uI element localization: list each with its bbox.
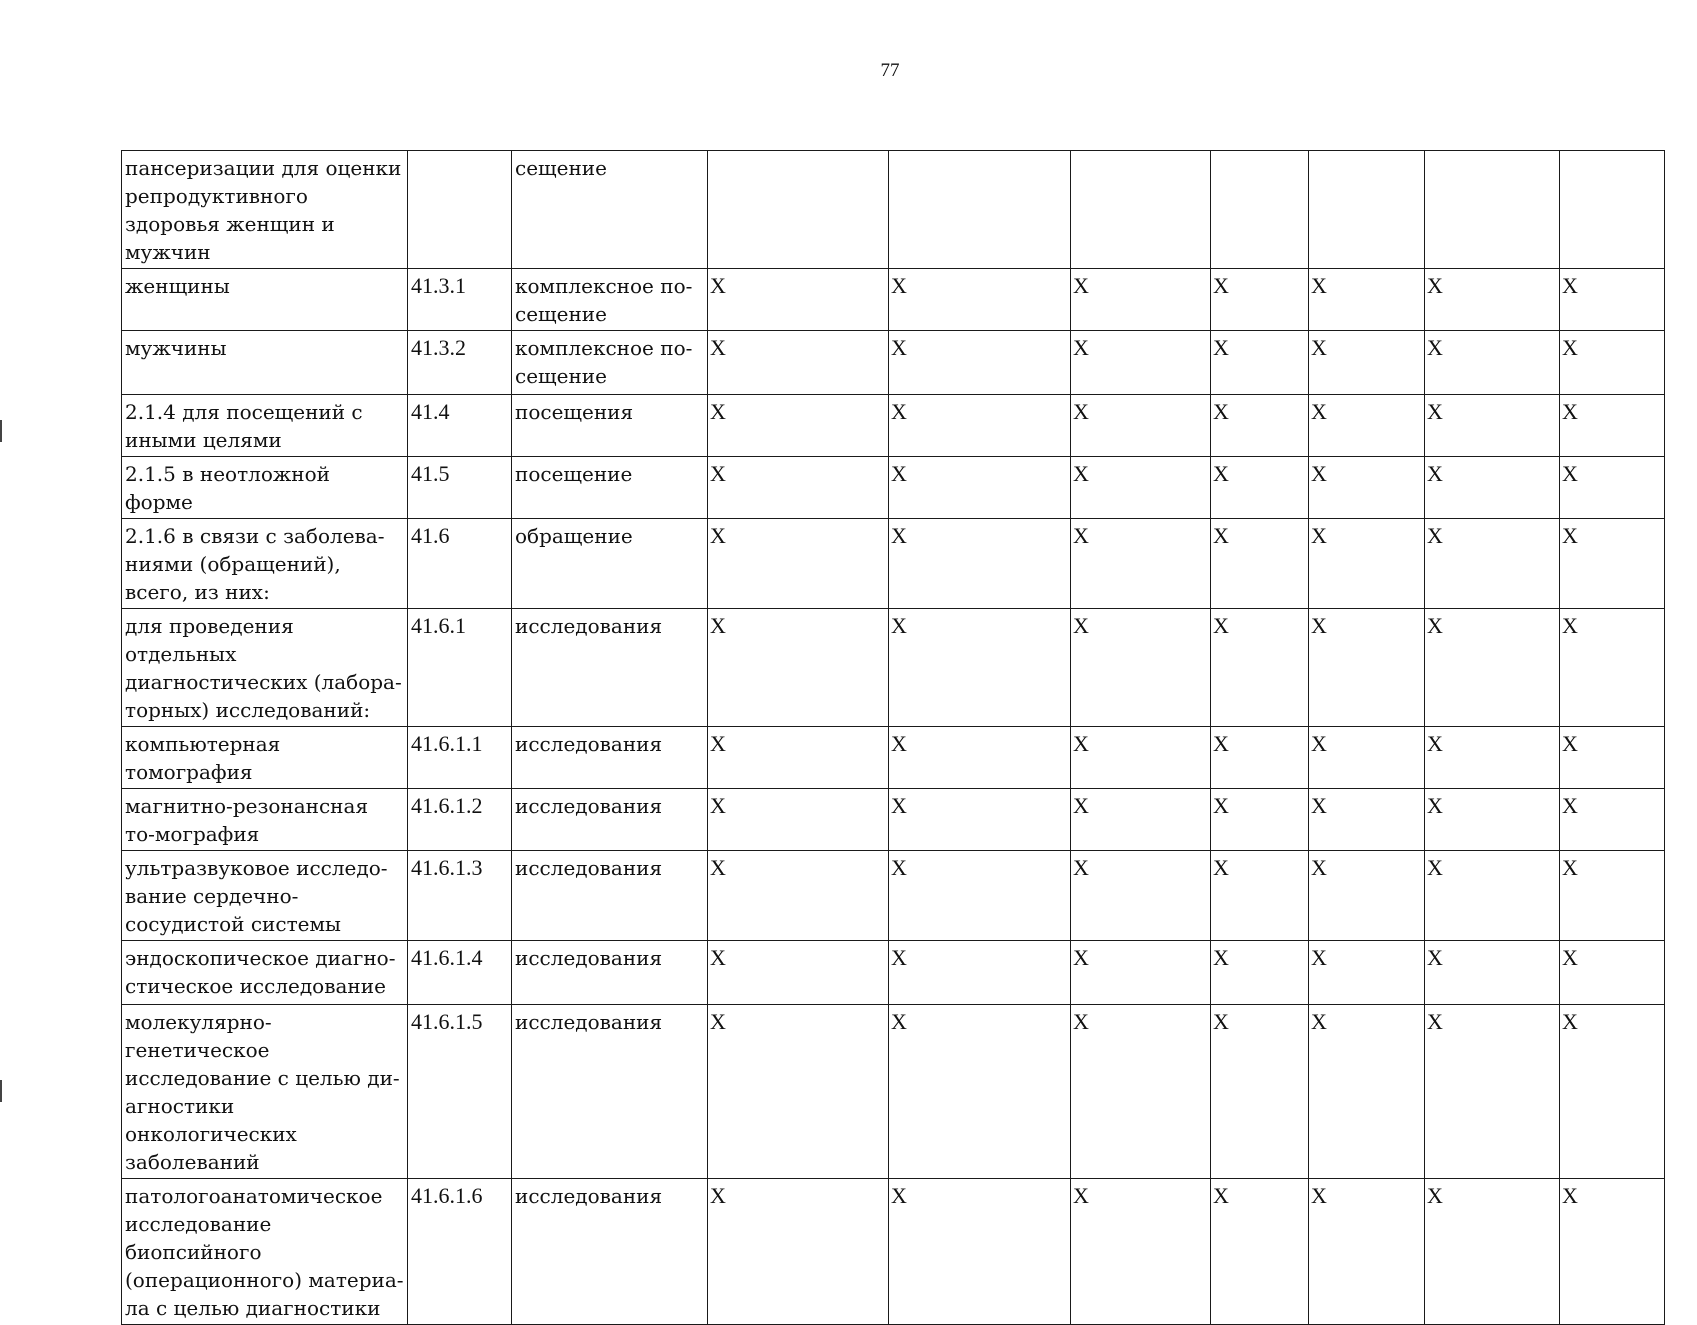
unit-cell: комплексное по-сещение [512, 331, 708, 395]
indicator-name-cell: магнитно-резонансная то-мография [122, 789, 408, 851]
mark-cell: X [1309, 1005, 1425, 1179]
table-row [122, 269, 1665, 331]
mark-cell: X [1211, 789, 1309, 851]
mark-cell: X [708, 851, 889, 941]
mark-cell: X [708, 789, 889, 851]
mark-cell [1309, 151, 1425, 269]
unit-cell: исследования [512, 789, 708, 851]
unit-cell: посещение [512, 457, 708, 519]
mark-cell: X [1309, 941, 1425, 1005]
mark-cell [1425, 151, 1560, 269]
scan-edge-mark [0, 1080, 2, 1102]
mark-cell: X [1560, 395, 1665, 457]
indicator-name-cell: 2.1.6 в связи с заболева-ниями (обращений), всего, из них: [122, 519, 408, 609]
mark-cell: X [1425, 395, 1560, 457]
mark-cell: X [1211, 269, 1309, 331]
mark-cell: X [889, 727, 1071, 789]
mark-cell: X [1560, 1005, 1665, 1179]
mark-cell: X [708, 1005, 889, 1179]
mark-cell [1560, 151, 1665, 269]
table-row [122, 941, 1665, 1005]
mark-cell: X [1560, 941, 1665, 1005]
row-code-cell: 41.6.1.2 [408, 789, 512, 851]
table-row [122, 331, 1665, 395]
mark-cell [708, 151, 889, 269]
indicator-name-cell: для проведения отдельных диагностических (лабора-торных) исследований: [122, 609, 408, 727]
mark-cell: X [1560, 1179, 1665, 1325]
table-row [122, 395, 1665, 457]
mark-cell: X [1211, 395, 1309, 457]
mark-cell: X [1071, 457, 1211, 519]
mark-cell: X [889, 395, 1071, 457]
table-row [122, 457, 1665, 519]
row-code-cell: 41.6 [408, 519, 512, 609]
mark-cell: X [1309, 609, 1425, 727]
services-table [121, 150, 1665, 1325]
mark-cell: X [1309, 519, 1425, 609]
mark-cell: X [1211, 519, 1309, 609]
mark-cell: X [1309, 457, 1425, 519]
mark-cell: X [1211, 1005, 1309, 1179]
mark-cell: X [708, 727, 889, 789]
mark-cell: X [1425, 941, 1560, 1005]
indicator-name-cell: ультразвуковое исследо-вание сердечно-сосудистой системы [122, 851, 408, 941]
mark-cell: X [1211, 1179, 1309, 1325]
unit-cell: исследования [512, 941, 708, 1005]
mark-cell: X [1071, 1005, 1211, 1179]
mark-cell: X [1211, 941, 1309, 1005]
mark-cell: X [708, 331, 889, 395]
row-code-cell: 41.6.1.5 [408, 1005, 512, 1179]
mark-cell: X [1425, 727, 1560, 789]
mark-cell: X [1560, 609, 1665, 727]
mark-cell: X [708, 519, 889, 609]
mark-cell: X [1071, 395, 1211, 457]
mark-cell: X [889, 941, 1071, 1005]
mark-cell: X [1071, 331, 1211, 395]
mark-cell: X [889, 851, 1071, 941]
mark-cell: X [1309, 851, 1425, 941]
row-code-cell: 41.4 [408, 395, 512, 457]
mark-cell: X [889, 789, 1071, 851]
unit-cell: комплексное по-сещение [512, 269, 708, 331]
mark-cell: X [1071, 269, 1211, 331]
mark-cell: X [1309, 395, 1425, 457]
indicator-name-cell: патологоанатомическое исследование биопсийного (операционного) материа-ла с целью диагностики [122, 1179, 408, 1325]
mark-cell: X [708, 457, 889, 519]
mark-cell: X [1425, 457, 1560, 519]
indicator-name-cell: женщины [122, 269, 408, 331]
mark-cell: X [1211, 609, 1309, 727]
mark-cell: X [1309, 789, 1425, 851]
mark-cell: X [1425, 269, 1560, 331]
row-code-cell: 41.6.1.6 [408, 1179, 512, 1325]
row-code-cell: 41.6.1.1 [408, 727, 512, 789]
row-code-cell: 41.6.1.4 [408, 941, 512, 1005]
row-code-cell: 41.6.1 [408, 609, 512, 727]
mark-cell [1071, 151, 1211, 269]
unit-cell: исследования [512, 1179, 708, 1325]
mark-cell: X [1560, 789, 1665, 851]
table-row [122, 1179, 1665, 1325]
mark-cell: X [1560, 457, 1665, 519]
mark-cell: X [1071, 851, 1211, 941]
row-code-cell: 41.6.1.3 [408, 851, 512, 941]
row-code-cell [408, 151, 512, 269]
row-code-cell: 41.3.1 [408, 269, 512, 331]
mark-cell: X [1211, 331, 1309, 395]
mark-cell: X [1211, 851, 1309, 941]
mark-cell: X [889, 1005, 1071, 1179]
mark-cell: X [1560, 727, 1665, 789]
indicator-name-cell: молекулярно-генетическое исследование с целью ди-агностики онкологических заболеваний [122, 1005, 408, 1179]
table-row [122, 1005, 1665, 1179]
mark-cell [1211, 151, 1309, 269]
mark-cell: X [1425, 331, 1560, 395]
row-code-cell: 41.3.2 [408, 331, 512, 395]
mark-cell: X [889, 269, 1071, 331]
mark-cell: X [889, 609, 1071, 727]
mark-cell: X [708, 395, 889, 457]
indicator-name-cell: 2.1.5 в неотложной форме [122, 457, 408, 519]
mark-cell: X [889, 457, 1071, 519]
mark-cell: X [1425, 789, 1560, 851]
mark-cell: X [889, 1179, 1071, 1325]
unit-cell: сещение [512, 151, 708, 269]
indicator-name-cell: пансеризации для оценки репродуктивного здоровья женщин и мужчин [122, 151, 408, 269]
mark-cell: X [889, 331, 1071, 395]
mark-cell: X [1211, 457, 1309, 519]
page-number: 77 [880, 60, 900, 81]
unit-cell: посещения [512, 395, 708, 457]
mark-cell: X [1425, 519, 1560, 609]
unit-cell: исследования [512, 727, 708, 789]
mark-cell: X [1425, 609, 1560, 727]
mark-cell: X [708, 941, 889, 1005]
mark-cell: X [1425, 1179, 1560, 1325]
indicator-name-cell: 2.1.4 для посещений с иными целями [122, 395, 408, 457]
table-row [122, 851, 1665, 941]
table-row [122, 609, 1665, 727]
mark-cell: X [1071, 609, 1211, 727]
mark-cell: X [1071, 1179, 1211, 1325]
unit-cell: обращение [512, 519, 708, 609]
table-row [122, 789, 1665, 851]
table-row [122, 151, 1665, 269]
indicator-name-cell: компьютерная томография [122, 727, 408, 789]
mark-cell: X [1560, 851, 1665, 941]
mark-cell: X [889, 519, 1071, 609]
mark-cell: X [1071, 789, 1211, 851]
unit-cell: исследования [512, 1005, 708, 1179]
mark-cell: X [1071, 519, 1211, 609]
mark-cell: X [1425, 851, 1560, 941]
scan-edge-mark [0, 420, 2, 442]
mark-cell: X [708, 1179, 889, 1325]
mark-cell: X [1560, 331, 1665, 395]
mark-cell: X [1560, 519, 1665, 609]
table-row [122, 519, 1665, 609]
indicator-name-cell: эндоскопическое диагно-стическое исследование [122, 941, 408, 1005]
table-row [122, 727, 1665, 789]
mark-cell [889, 151, 1071, 269]
mark-cell: X [708, 609, 889, 727]
mark-cell: X [1071, 941, 1211, 1005]
mark-cell: X [1560, 269, 1665, 331]
indicator-name-cell: мужчины [122, 331, 408, 395]
unit-cell: исследования [512, 851, 708, 941]
mark-cell: X [1309, 269, 1425, 331]
mark-cell: X [1071, 727, 1211, 789]
mark-cell: X [1211, 727, 1309, 789]
mark-cell: X [1425, 1005, 1560, 1179]
row-code-cell: 41.5 [408, 457, 512, 519]
mark-cell: X [1309, 331, 1425, 395]
mark-cell: X [708, 269, 889, 331]
mark-cell: X [1309, 1179, 1425, 1325]
mark-cell: X [1309, 727, 1425, 789]
table-body [122, 151, 1665, 1325]
unit-cell: исследования [512, 609, 708, 727]
